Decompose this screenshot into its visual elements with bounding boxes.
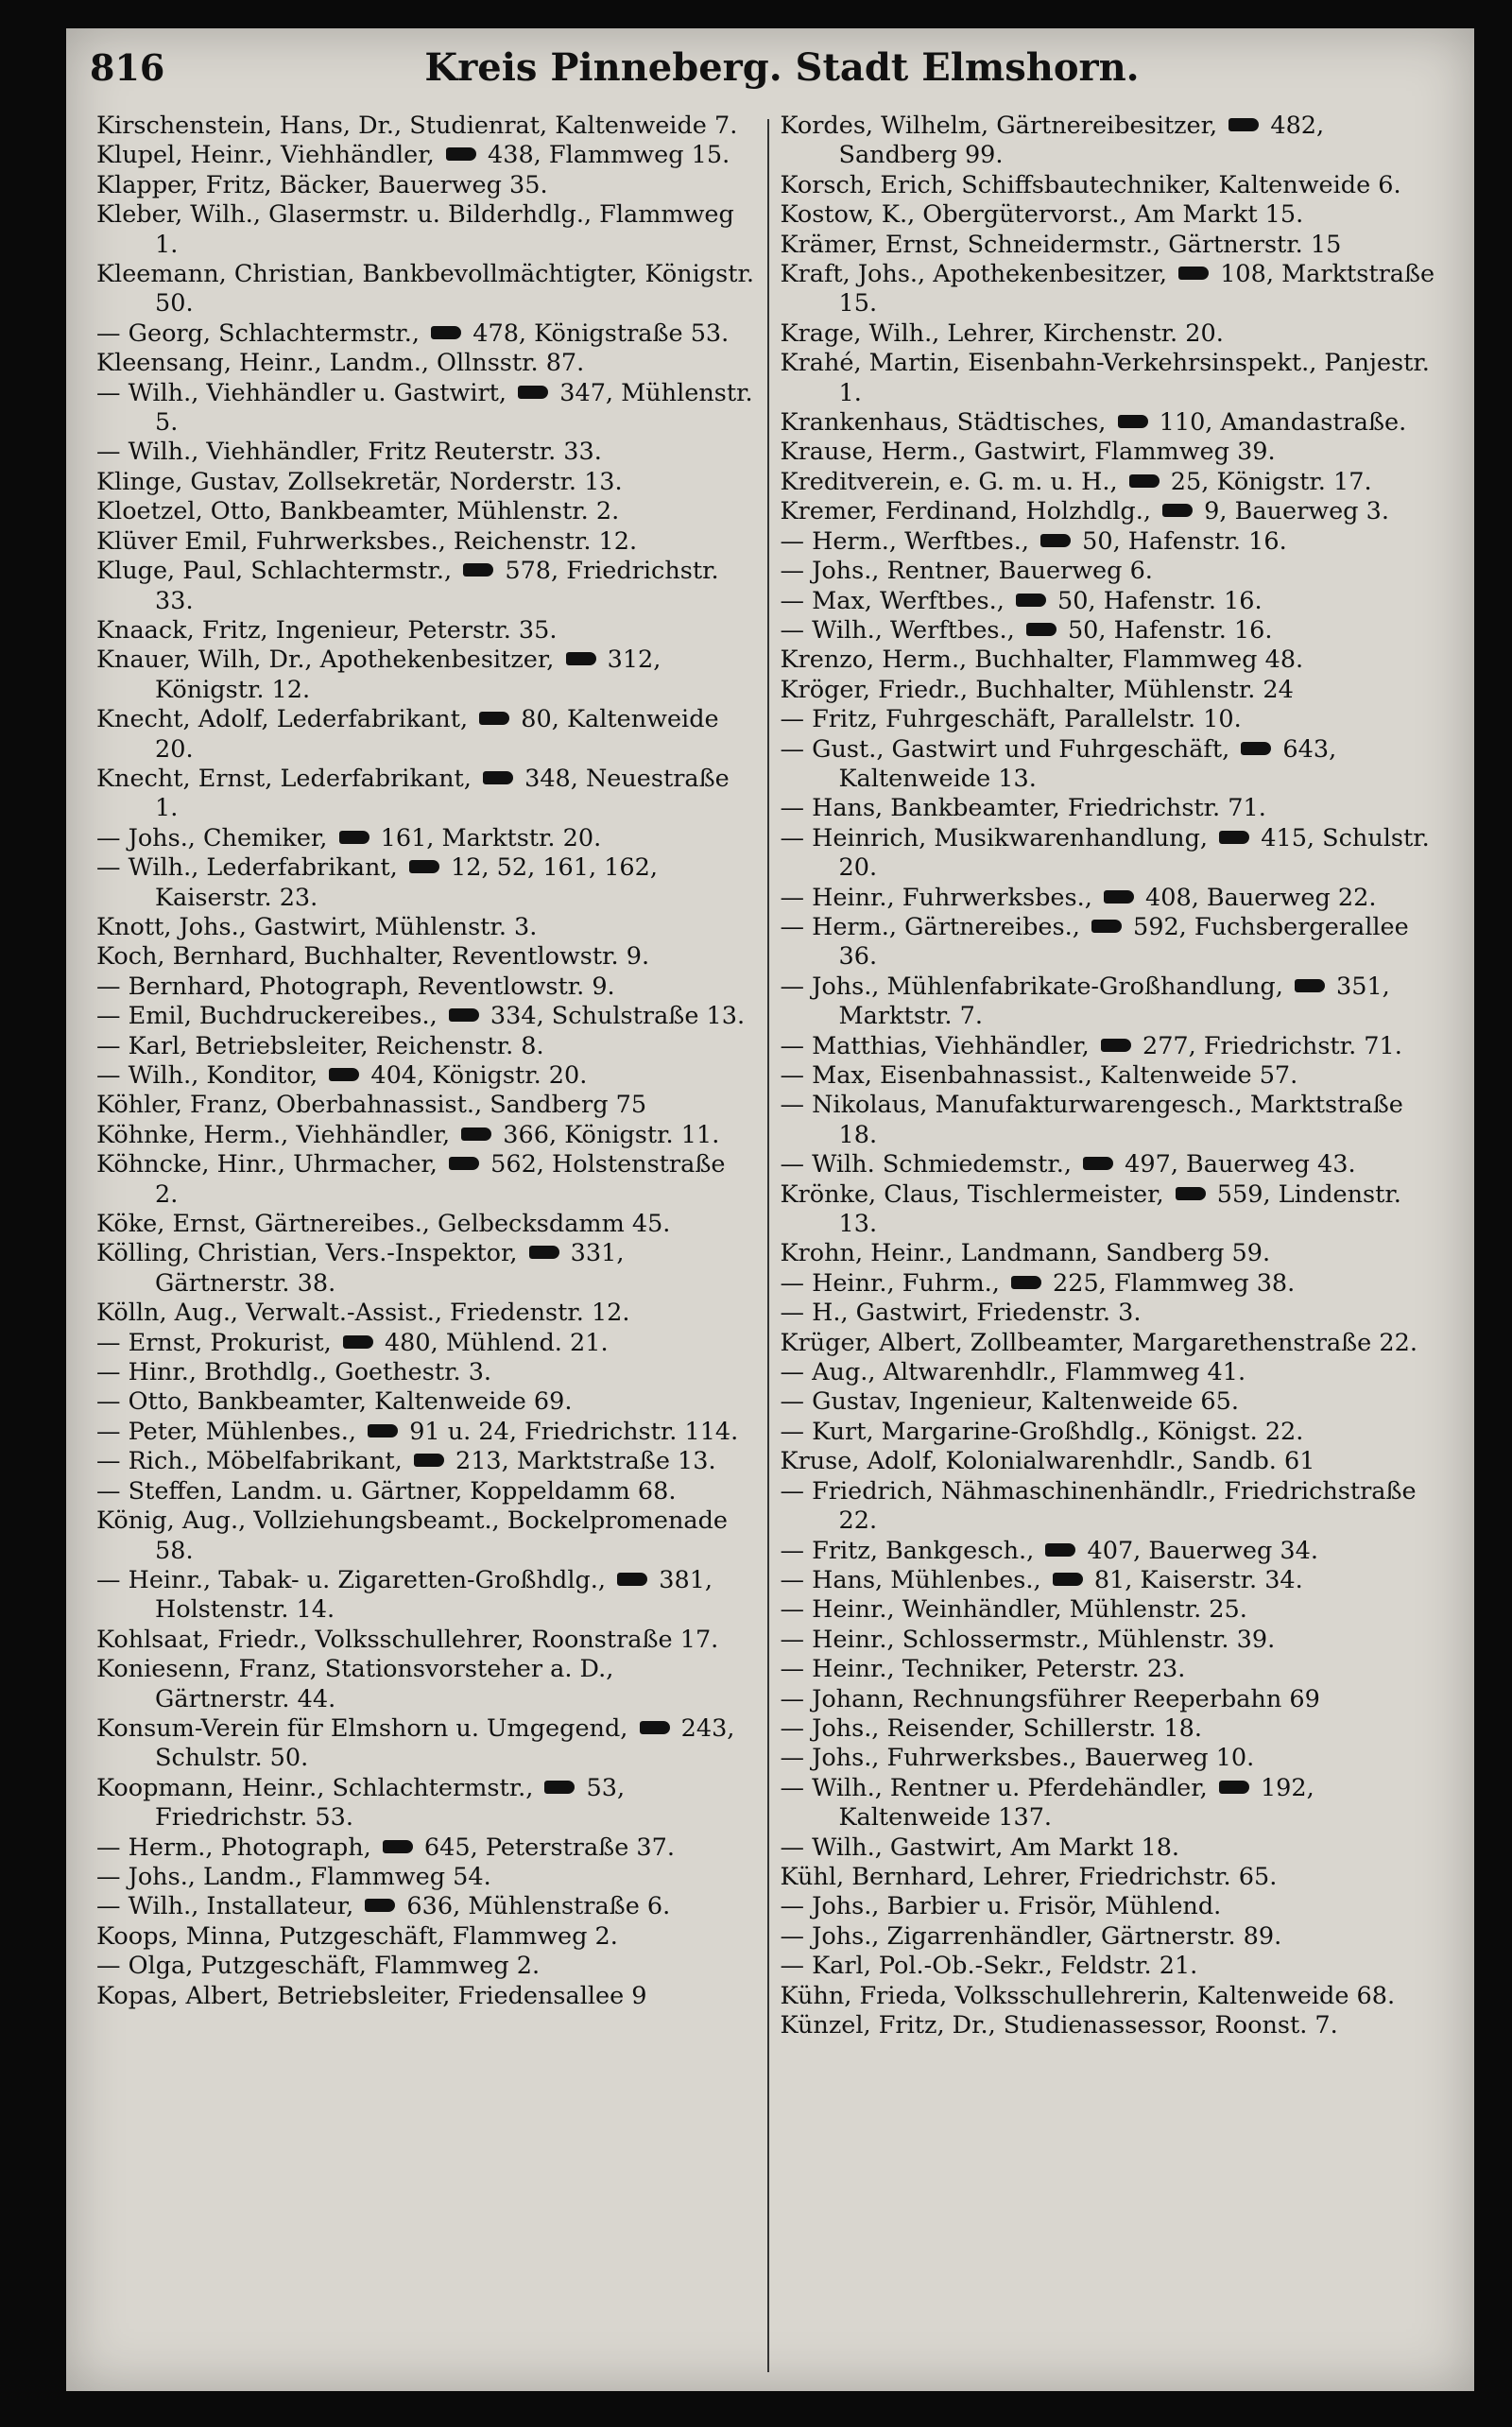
telephone-icon xyxy=(365,1899,395,1912)
telephone-icon xyxy=(479,712,509,725)
directory-entry: — Johs., Reisender, Schillerstr. 18. xyxy=(780,1713,1202,1743)
directory-entry: Knaack, Fritz, Ingenieur, Peterstr. 35. xyxy=(96,615,558,645)
page-header xyxy=(90,45,1446,102)
directory-entry: — Friedrich, Nähmaschinenhändlr., Friedrichstraße 22. xyxy=(780,1476,1417,1536)
directory-entry: — Wilh., Konditor, 404, Königstr. 20. xyxy=(96,1061,588,1090)
directory-entry: — Wilh., Viehhändler, Fritz Reuterstr. 33. xyxy=(96,438,602,467)
telephone-icon xyxy=(339,831,369,844)
telephone-icon xyxy=(1129,474,1160,488)
directory-entry: — Johs., Landm., Flammweg 54. xyxy=(96,1862,491,1891)
directory-entry: Kostow, K., Obergütervorst., Am Markt 15. xyxy=(780,200,1304,230)
directory-entry: Köhnke, Herm., Viehhändler, 366, Königstr. 11. xyxy=(96,1120,720,1149)
directory-entry: Korsch, Erich, Schiffsbautechniker, Kaltenweide 6. xyxy=(780,170,1401,199)
directory-entry: Klupel, Heinr., Viehhändler, 438, Flammweg 15. xyxy=(96,141,730,170)
directory-entry: — Johs., Chemiker, 161, Marktstr. 20. xyxy=(96,823,602,852)
directory-entry: — Johs., Fuhrwerksbes., Bauerweg 10. xyxy=(780,1744,1255,1773)
directory-entry: Krankenhaus, Städtisches, 110, Amandastraße. xyxy=(780,408,1407,438)
directory-entry: — Wilh., Rentner u. Pferdehändler, 192, Kaltenweide 137. xyxy=(780,1773,1314,1833)
directory-entry: Krämer, Ernst, Schneidermstr., Gärtnerstr. 15 xyxy=(780,230,1342,259)
telephone-icon xyxy=(414,1454,444,1467)
directory-entry: — Herm., Photograph, 645, Peterstraße 37. xyxy=(96,1833,675,1862)
directory-entry: Knecht, Adolf, Lederfabrikant, 80, Kaltenweide 20. xyxy=(96,705,719,764)
directory-entry: — Aug., Altwarenhdlr., Flammweg 41. xyxy=(780,1358,1246,1387)
telephone-icon xyxy=(1091,920,1122,933)
directory-entry: Kleensang, Heinr., Landm., Ollnsstr. 87. xyxy=(96,349,585,378)
telephone-icon xyxy=(463,563,493,577)
directory-entry: — Wilh., Lederfabrikant, 12, 52, 161, 162, Kaiserstr. 23. xyxy=(96,853,658,912)
telephone-icon xyxy=(1083,1157,1113,1170)
directory-entry: — Steffen, Landm. u. Gärtner, Koppeldamm 68. xyxy=(96,1476,677,1506)
directory-entry: Knott, Johs., Gastwirt, Mühlenstr. 3. xyxy=(96,912,538,941)
telephone-icon xyxy=(1178,267,1209,280)
directory-entry: Kröger, Friedr., Buchhalter, Mühlenstr. 24 xyxy=(780,675,1294,704)
directory-entry: — Hinr., Brothdlg., Goethestr. 3. xyxy=(96,1358,492,1387)
directory-entry: — Ernst, Prokurist, 480, Mühlend. 21. xyxy=(96,1328,609,1357)
directory-entry: Krönke, Claus, Tischlermeister, 559, Lindenstr. 13. xyxy=(780,1179,1401,1239)
telephone-icon xyxy=(343,1335,373,1349)
telephone-icon xyxy=(1011,1276,1041,1289)
directory-entry: — Heinr., Weinhändler, Mühlenstr. 25. xyxy=(780,1595,1247,1625)
directory-entry: König, Aug., Vollziehungsbeamt., Bockelpromenade 58. xyxy=(96,1506,729,1565)
directory-entry: — Wilh., Gastwirt, Am Markt 18. xyxy=(780,1833,1180,1862)
directory-entry: — Wilh., Viehhändler u. Gastwirt, 347, Mühlenstr. 5. xyxy=(96,378,753,438)
directory-entry: Konsum-Verein für Elmshorn u. Umgegend, 243, Schulstr. 50. xyxy=(96,1713,735,1773)
telephone-icon xyxy=(529,1246,559,1259)
directory-entry: — Bernhard, Photograph, Reventlowstr. 9. xyxy=(96,972,615,1001)
directory-entry: Kluge, Paul, Schlachtermstr., 578, Friedrichstr. 33. xyxy=(96,557,719,615)
directory-entry: Krause, Herm., Gastwirt, Flammweg 39. xyxy=(780,438,1276,467)
directory-entry: — Peter, Mühlenbes., 91 u. 24, Friedrichstr. 114. xyxy=(96,1417,739,1446)
directory-entry: — Wilh. Schmiedemstr., 497, Bauerweg 43. xyxy=(780,1150,1356,1179)
telephone-icon xyxy=(1016,594,1046,607)
directory-entry: Klapper, Fritz, Bäcker, Bauerweg 35. xyxy=(96,170,548,199)
directory-entry: — Johs., Barbier u. Frisör, Mühlend. xyxy=(780,1892,1222,1921)
telephone-icon xyxy=(1162,504,1193,517)
directory-entry: Koch, Bernhard, Buchhalter, Reventlowstr. 9. xyxy=(96,942,650,972)
directory-entry: Knecht, Ernst, Lederfabrikant, 348, Neuestraße 1. xyxy=(96,764,730,823)
entry-columns xyxy=(85,112,1451,2372)
directory-entry: Kölling, Christian, Vers.-Inspektor, 331, Gärtnerstr. 38. xyxy=(96,1239,625,1298)
directory-entry: Kohlsaat, Friedr., Volksschullehrer, Roonstraße 17. xyxy=(96,1625,719,1654)
telephone-icon xyxy=(483,771,513,784)
directory-entry: — Herm., Werftbes., 50, Hafenstr. 16. xyxy=(780,526,1287,556)
directory-entry: Kühl, Bernhard, Lehrer, Friedrichstr. 65. xyxy=(780,1862,1278,1891)
directory-entry: Krenzo, Herm., Buchhalter, Flammweg 48. xyxy=(780,645,1304,675)
right-column xyxy=(769,112,1452,2372)
directory-entry: Kühn, Frieda, Volksschullehrerin, Kaltenweide 68. xyxy=(780,1981,1396,2010)
directory-entry: — Emil, Buchdruckereibes., 334, Schulstraße 13. xyxy=(96,1002,746,1031)
directory-entry: — Rich., Möbelfabrikant, 213, Marktstraße 13. xyxy=(96,1447,716,1476)
directory-entry: Köhler, Franz, Oberbahnassist., Sandberg 75 xyxy=(96,1091,647,1120)
directory-entry: Kleemann, Christian, Bankbevollmächtigter, Königstr. 50. xyxy=(96,260,754,318)
directory-entry: Künzel, Fritz, Dr., Studienassessor, Roonst. 7. xyxy=(780,2011,1338,2040)
directory-entry: — Max, Eisenbahnassist., Kaltenweide 57. xyxy=(780,1061,1298,1090)
left-column xyxy=(85,112,767,2372)
directory-entry: — Heinr., Tabak- u. Zigaretten-Großhdlg., 381, Holstenstr. 14. xyxy=(96,1565,713,1625)
directory-entry: Kruse, Adolf, Kolonialwarenhdlr., Sandb. 61 xyxy=(780,1447,1315,1476)
telephone-icon xyxy=(1241,742,1271,755)
telephone-icon xyxy=(1104,890,1134,904)
telephone-icon xyxy=(1118,415,1148,428)
directory-entry: Kreditverein, e. G. m. u. H., 25, Königstr. 17. xyxy=(780,467,1372,496)
directory-entry: — Wilh., Werftbes., 50, Hafenstr. 16. xyxy=(780,615,1273,645)
telephone-icon xyxy=(368,1424,398,1437)
directory-entry: — Georg, Schlachtermstr., 478, Königstraße 53. xyxy=(96,318,730,348)
directory-entry: — Max, Werftbes., 50, Hafenstr. 16. xyxy=(780,586,1263,615)
telephone-icon xyxy=(1026,623,1057,636)
directory-entry: — Kurt, Margarine-Großhdlg., Königst. 22. xyxy=(780,1417,1304,1446)
telephone-icon xyxy=(566,652,596,665)
directory-entry: Koopmann, Heinr., Schlachtermstr., 53, Friedrichstr. 53. xyxy=(96,1773,626,1833)
telephone-icon xyxy=(329,1068,359,1081)
directory-entry: Koniesenn, Franz, Stationsvorsteher a. D., Gärtnerstr. 44. xyxy=(96,1655,614,1713)
directory-entry: — Heinrich, Musikwarenhandlung, 415, Schulstr. 20. xyxy=(780,823,1430,883)
directory-entry: Krüger, Albert, Zollbeamter, Margarethenstraße 22. xyxy=(780,1328,1418,1357)
page-number: 816 xyxy=(90,46,165,89)
telephone-icon xyxy=(461,1127,491,1141)
directory-entry: Koops, Minna, Putzgeschäft, Flammweg 2. xyxy=(96,1921,618,1951)
directory-entry: Kraft, Johs., Apothekenbesitzer, 108, Marktstraße 15. xyxy=(780,260,1435,318)
telephone-icon xyxy=(640,1721,670,1734)
directory-entry: — Heinr., Fuhrm., 225, Flammweg 38. xyxy=(780,1268,1296,1298)
directory-entry: Krahé, Martin, Eisenbahn-Verkehrsinspekt., Panjestr. 1. xyxy=(780,349,1430,407)
telephone-icon xyxy=(431,326,461,339)
directory-entry: — Karl, Pol.-Ob.-Sekr., Feldstr. 21. xyxy=(780,1952,1198,1981)
directory-entry: Kleber, Wilh., Glasermstr. u. Bilderhdlg., Flammweg 1. xyxy=(96,200,734,259)
directory-entry: — Matthias, Viehhändler, 277, Friedrichstr. 71. xyxy=(780,1031,1402,1060)
telephone-icon xyxy=(1295,979,1325,992)
directory-entry: Kirschenstein, Hans, Dr., Studienrat, Kaltenweide 7. xyxy=(96,112,738,140)
directory-entry: Kordes, Wilhelm, Gärtnereibesitzer, 482, Sandberg 99. xyxy=(780,112,1325,170)
directory-entry: Krage, Wilh., Lehrer, Kirchenstr. 20. xyxy=(780,318,1224,348)
telephone-icon xyxy=(518,386,548,399)
directory-entry: Kremer, Ferdinand, Holzhdlg., 9, Bauerweg 3. xyxy=(780,497,1389,526)
directory-entry: — Hans, Bankbeamter, Friedrichstr. 71. xyxy=(780,794,1266,823)
telephone-icon xyxy=(1045,1543,1075,1557)
running-title: Kreis Pinneberg. Stadt Elmshorn. xyxy=(424,45,1140,90)
telephone-icon xyxy=(617,1573,647,1586)
directory-entry: — Johs., Rentner, Bauerweg 6. xyxy=(780,557,1153,586)
directory-entry: — Wilh., Installateur, 636, Mühlenstraße 6. xyxy=(96,1892,671,1921)
directory-entry: — Olga, Putzgeschäft, Flammweg 2. xyxy=(96,1952,541,1981)
telephone-icon xyxy=(383,1840,413,1853)
telephone-icon xyxy=(1219,1781,1249,1794)
directory-entry: Kölln, Aug., Verwalt.-Assist., Friedenstr. 12. xyxy=(96,1299,630,1328)
directory-entry: — Fritz, Fuhrgeschäft, Parallelstr. 10. xyxy=(780,705,1242,734)
telephone-icon xyxy=(1040,534,1071,547)
directory-entry: — Otto, Bankbeamter, Kaltenweide 69. xyxy=(96,1387,573,1417)
telephone-icon xyxy=(446,147,476,161)
directory-entry: — Herm., Gärtnereibes., 592, Fuchsbergerallee 36. xyxy=(780,912,1409,972)
telephone-icon xyxy=(449,1157,479,1170)
directory-entry: Kloetzel, Otto, Bankbeamter, Mühlenstr. 2. xyxy=(96,497,620,526)
telephone-icon xyxy=(409,860,439,873)
directory-entry: — Heinr., Techniker, Peterstr. 23. xyxy=(780,1655,1186,1684)
directory-entry: — Gust., Gastwirt und Fuhrgeschäft, 643, Kaltenweide 13. xyxy=(780,734,1337,793)
telephone-icon xyxy=(1228,118,1259,131)
telephone-icon xyxy=(1219,831,1249,844)
directory-entry: Köke, Ernst, Gärtnereibes., Gelbecksdamm 45. xyxy=(96,1210,671,1239)
telephone-icon xyxy=(544,1781,575,1794)
directory-entry: — Johs., Zigarrenhändler, Gärtnerstr. 89. xyxy=(780,1921,1282,1951)
telephone-icon xyxy=(1101,1039,1131,1052)
directory-entry: — Fritz, Bankgesch., 407, Bauerweg 34. xyxy=(780,1536,1318,1565)
directory-entry: Klüver Emil, Fuhrwerksbes., Reichenstr. 12. xyxy=(96,526,638,556)
telephone-icon xyxy=(449,1008,479,1022)
directory-entry: Krohn, Heinr., Landmann, Sandberg 59. xyxy=(780,1239,1271,1268)
directory-entry: Knauer, Wilh, Dr., Apothekenbesitzer, 312, Königstr. 12. xyxy=(96,645,662,704)
directory-entry: — Johs., Mühlenfabrikate-Großhandlung, 351, Marktstr. 7. xyxy=(780,972,1390,1031)
directory-page xyxy=(66,28,1474,2391)
directory-entry: — Heinr., Fuhrwerksbes., 408, Bauerweg 22. xyxy=(780,883,1377,912)
directory-entry: — Karl, Betriebsleiter, Reichenstr. 8. xyxy=(96,1031,544,1060)
directory-entry: Klinge, Gustav, Zollsekretär, Norderstr. 13. xyxy=(96,467,623,496)
directory-entry: Kopas, Albert, Betriebsleiter, Friedensallee 9 xyxy=(96,1981,647,2010)
telephone-icon xyxy=(1053,1573,1083,1586)
directory-entry: — H., Gastwirt, Friedenstr. 3. xyxy=(780,1299,1142,1328)
directory-entry: — Nikolaus, Manufakturwarengesch., Marktstraße 18. xyxy=(780,1091,1403,1149)
directory-entry: — Heinr., Schlossermstr., Mühlenstr. 39. xyxy=(780,1625,1276,1654)
directory-entry: Köhncke, Hinr., Uhrmacher, 562, Holstenstraße 2. xyxy=(96,1150,726,1209)
directory-entry: — Johann, Rechnungsführer Reeperbahn 69 xyxy=(780,1684,1320,1713)
directory-entry: — Gustav, Ingenieur, Kaltenweide 65. xyxy=(780,1387,1239,1417)
telephone-icon xyxy=(1176,1187,1206,1200)
directory-entry: — Hans, Mühlenbes., 81, Kaiserstr. 34. xyxy=(780,1565,1303,1594)
